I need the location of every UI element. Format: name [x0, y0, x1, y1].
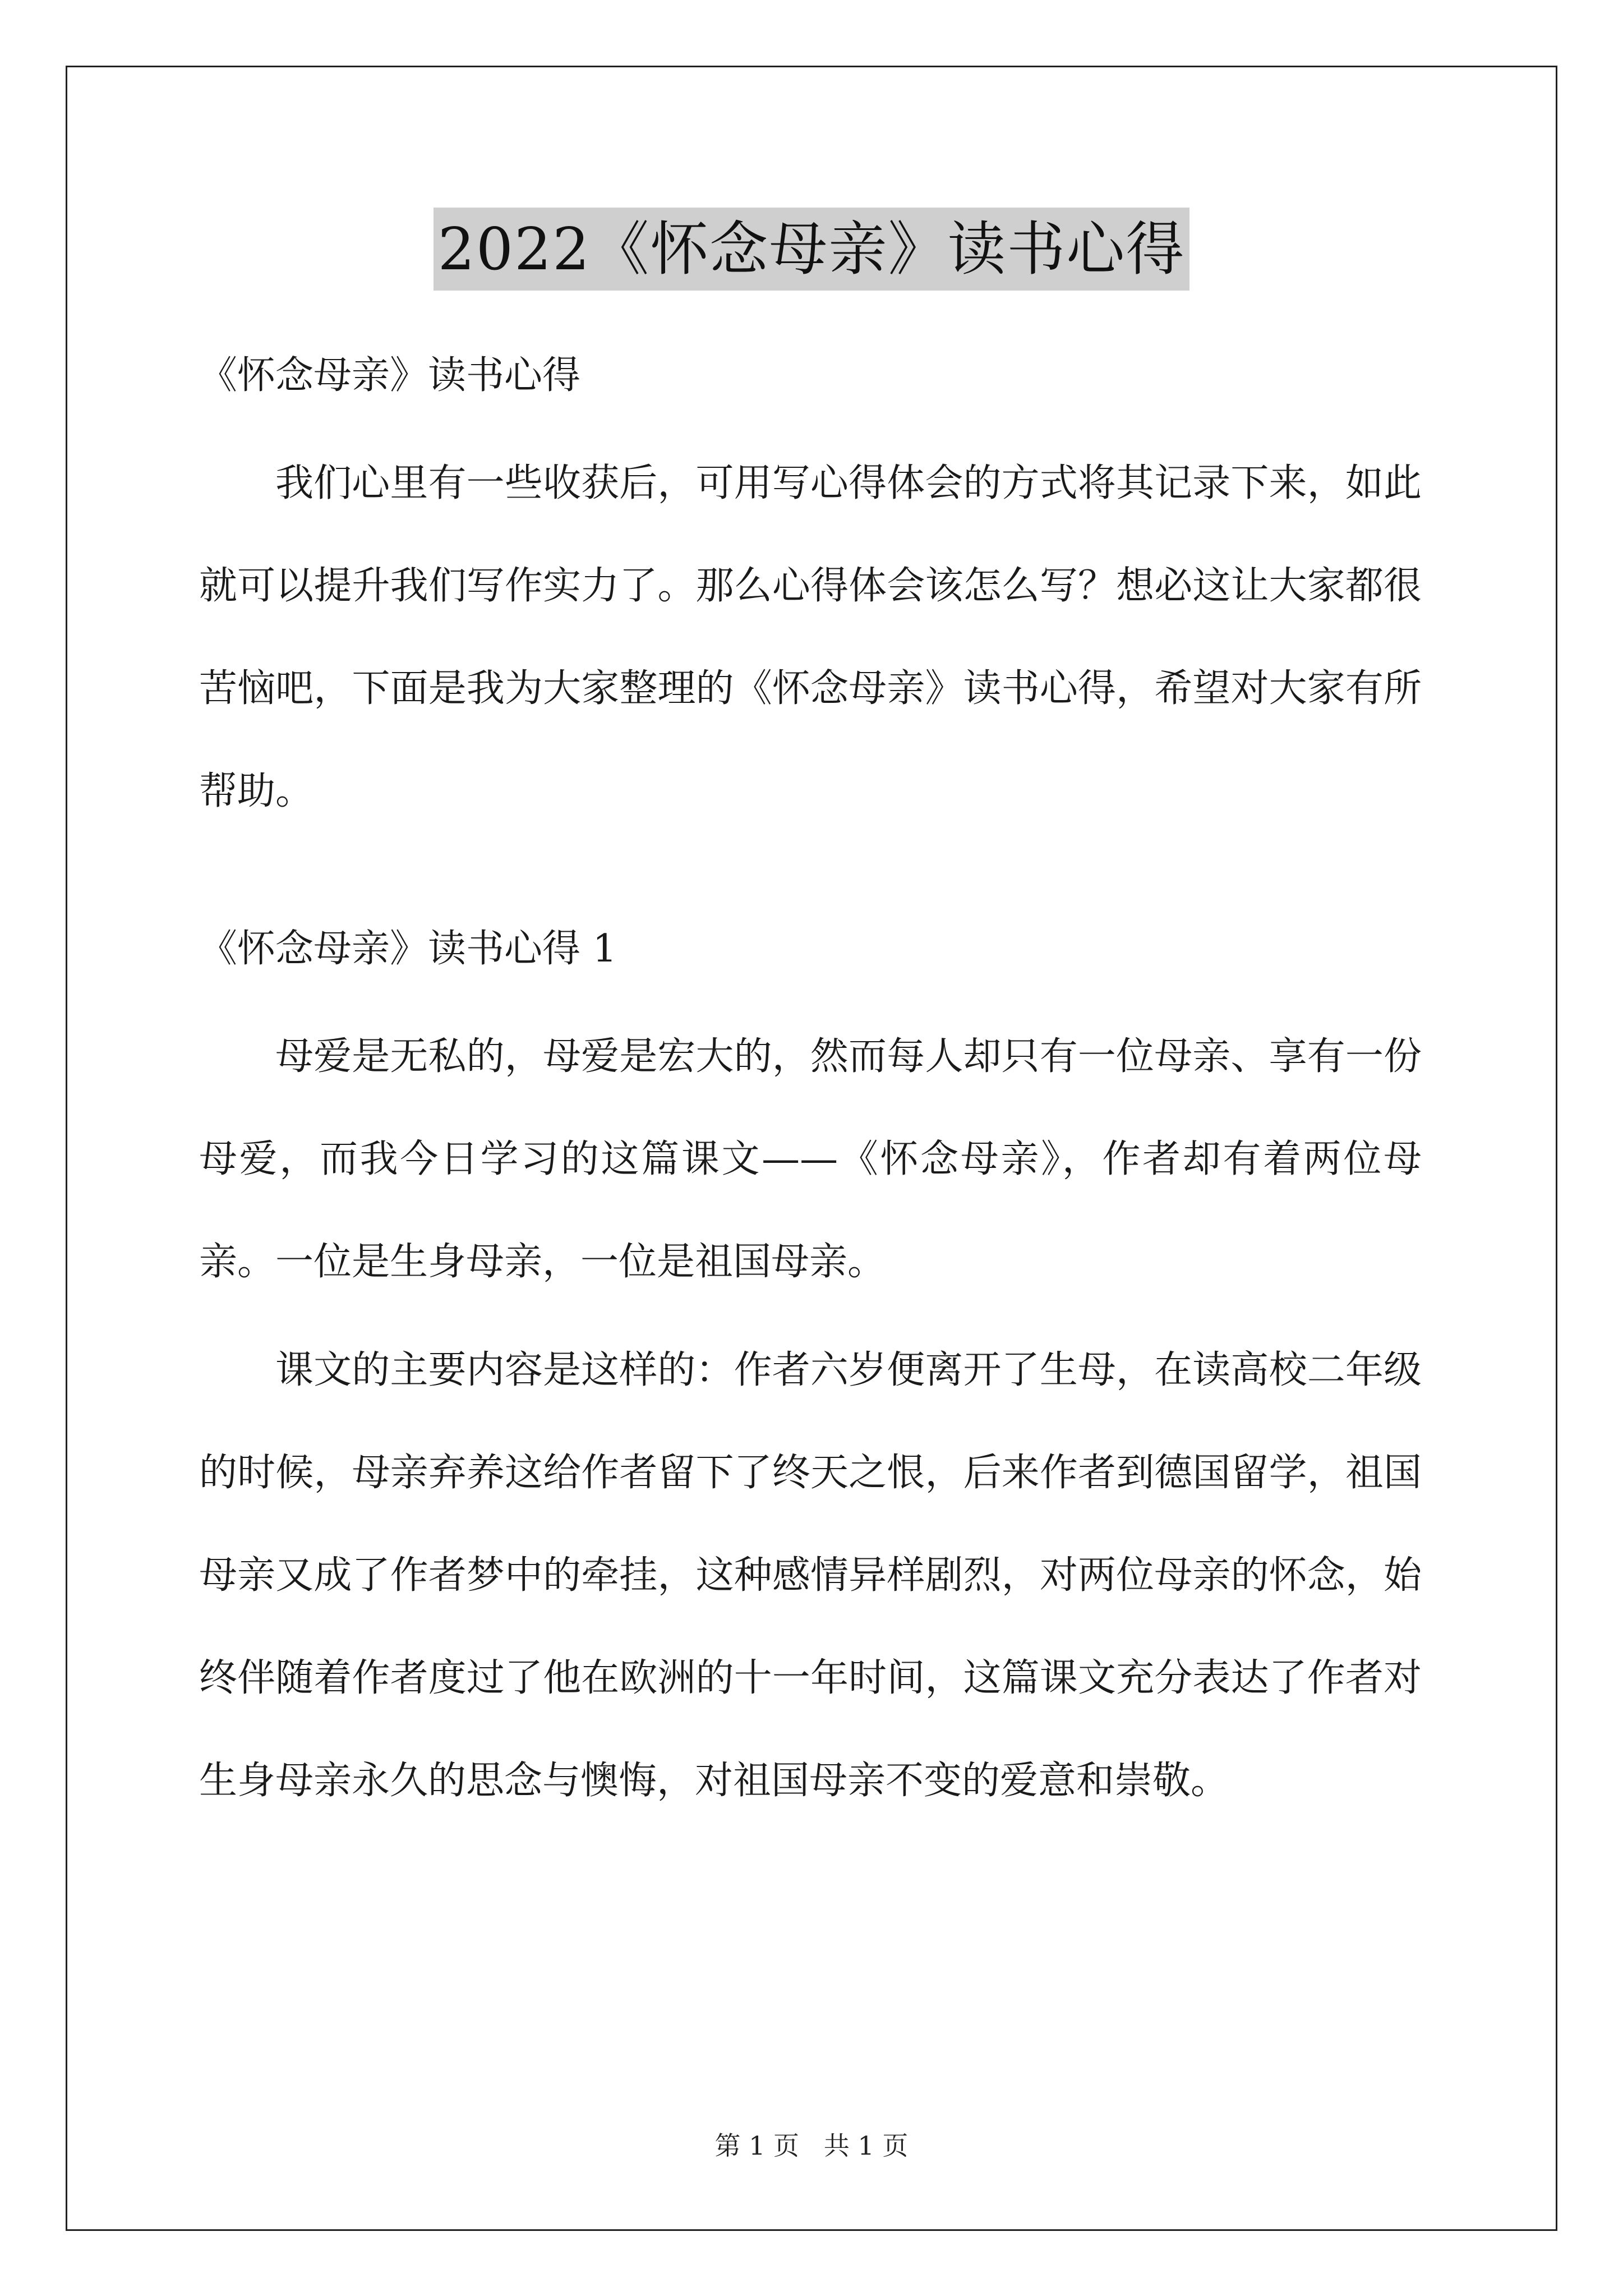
- spacer: [199, 983, 1422, 1005]
- spacer: [199, 409, 1422, 432]
- spacer: [199, 1313, 1422, 1319]
- page-footer: 第 1 页 共 1 页: [714, 2131, 909, 2161]
- spacer: [199, 843, 1422, 915]
- document-body: [199, 342, 1422, 1832]
- section-paragraph-2: 课文的主要内容是这样的：作者六岁便离开了生母，在读高校二年级的时候，母亲弃养这给作者留下了终天之恨，后来作者到德国留学，祖国母亲又成了作者梦中的牵挂，这种感情异样剧烈，对两位母亲的怀念，始终伴随着作者度过了他在欧洲的十一年时间，这篇课文充分表达了作者对生身母亲永久的思念与懊悔，对祖国母亲不变的爱意和崇敬。: [199, 1348, 1422, 1803]
- title-container: [0, 208, 1623, 291]
- intro-heading: 《怀念母亲》读书心得: [199, 353, 581, 398]
- section-paragraph-1: 母爱是无私的，母爱是宏大的，然而每人却只有一位母亲、享有一份母爱，而我今日学习的这篇课文——《怀念母亲》，作者却有着两位母亲。一位是生身母亲，一位是祖国母亲。: [199, 1034, 1422, 1284]
- document-title: 2022《怀念母亲》读书心得: [434, 208, 1190, 291]
- section-heading: 《怀念母亲》读书心得 1: [199, 927, 617, 971]
- intro-paragraph: 我们心里有一些收获后，可用写心得体会的方式将其记录下来，如此就可以提升我们写作实力了。那么心得体会该怎么写？想必这让大家都很苦恼吧，下面是我为大家整理的《怀念母亲》读书心得，希望对大家有所帮助。: [199, 461, 1422, 813]
